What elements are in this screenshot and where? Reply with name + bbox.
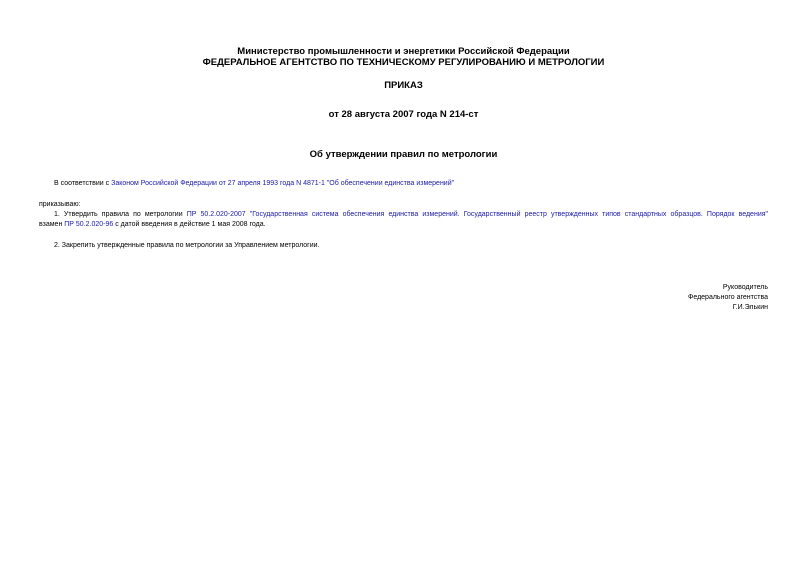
law-link[interactable]: Законом Российской Федерации от 27 апреля 1993 года N 4871-1 "Об обеспечении единства измерений"	[111, 180, 455, 187]
preamble-prefix: В соответствии с	[54, 180, 112, 187]
signature-agency: Федерального агентства	[688, 294, 768, 301]
document-type: ПРИКАЗ	[384, 80, 423, 91]
order-word: приказываю:	[39, 201, 81, 208]
item1-line2	[39, 220, 266, 230]
pr-2007-link[interactable]: ПР 50.2.020-2007 "Государственная система обеспечения единства измерений. Государственный реестр утвержденных типов стандартных образцов. Порядок ведения"	[186, 211, 769, 218]
item1-line1	[54, 210, 768, 220]
item1-middle: взамен	[39, 221, 65, 228]
preamble-paragraph	[54, 179, 454, 189]
item1-prefix: 1. Утвердить правила по метрологии	[54, 211, 187, 218]
document-subject: Об утверждении правил по метрологии	[309, 149, 498, 160]
agency-title: ФЕДЕРАЛЬНОЕ АГЕНТСТВО ПО ТЕХНИЧЕСКОМУ РЕГУЛИРОВАНИЮ И МЕТРОЛОГИИ	[202, 57, 605, 68]
pr-96-link[interactable]: ПР 50.2.020-96	[64, 221, 114, 228]
document-date-number: от 28 августа 2007 года N 214-ст	[328, 109, 479, 120]
signature-title: Руководитель	[722, 284, 768, 291]
signature-name: Г.И.Элькин	[732, 304, 768, 311]
item1-suffix: с датой введения в действие 1 мая 2008 года.	[113, 221, 266, 228]
ministry-title: Министерство промышленности и энергетики Российской Федерации	[237, 46, 570, 57]
item2-paragraph: 2. Закрепить утвержденные правила по метрологии за Управлением метрологии.	[54, 242, 320, 249]
